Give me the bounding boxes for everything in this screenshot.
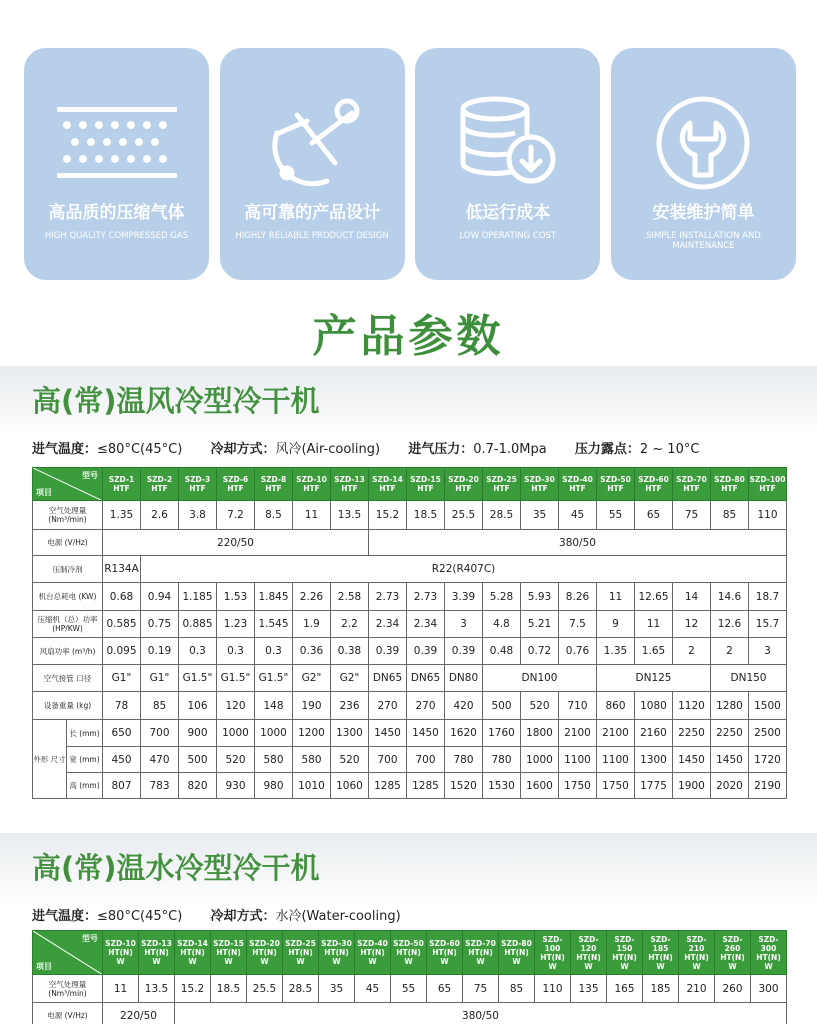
- model-header: SZD-120 HT(N) W: [571, 931, 607, 975]
- table-cell: 18.7: [749, 583, 787, 611]
- table-cell: G1": [103, 665, 141, 692]
- table-cell: 0.095: [103, 638, 141, 665]
- table-cell: 75: [673, 501, 711, 530]
- table-cell: 85: [141, 692, 179, 720]
- table-cell: 520: [521, 692, 559, 720]
- table-cell: 820: [179, 773, 217, 799]
- table-cell: 3.39: [445, 583, 483, 611]
- feature-card-design: [220, 48, 405, 280]
- model-header: SZD-50 HTF: [597, 468, 635, 501]
- table-cell: 807: [103, 773, 141, 799]
- row-label: 机台总耗电 (KW): [33, 583, 103, 611]
- table-cell: 0.585: [103, 611, 141, 638]
- table-cell: 0.38: [331, 638, 369, 665]
- row-label: 空气接管 口径: [33, 665, 103, 692]
- table-cell: 65: [427, 975, 463, 1003]
- table-cell: 18.5: [407, 501, 445, 530]
- row-label: 宽 (mm): [67, 747, 103, 773]
- table-cell: 1300: [331, 720, 369, 747]
- table-cell: 783: [141, 773, 179, 799]
- model-header: SZD-10 HTF: [293, 468, 331, 501]
- table-cell: 1.65: [635, 638, 673, 665]
- table-cell: 700: [369, 747, 407, 773]
- table-cell: 1120: [673, 692, 711, 720]
- table-cell: 0.885: [179, 611, 217, 638]
- table-cell: 0.3: [255, 638, 293, 665]
- model-header: SZD-50 HT(N) W: [391, 931, 427, 975]
- table-cell: 780: [483, 747, 521, 773]
- row-label: 压制冷剂: [33, 556, 103, 583]
- model-header: SZD-15 HT(N) W: [211, 931, 247, 975]
- table-cell: G1.5": [217, 665, 255, 692]
- table-cell: DN65: [407, 665, 445, 692]
- row-label: 空气处理量 (Nm³/min): [33, 975, 103, 1003]
- table-cell: 45: [559, 501, 597, 530]
- table-cell: 3: [445, 611, 483, 638]
- cond-value: ≤80°C(45°C): [97, 909, 183, 924]
- feature-card-quality: [24, 48, 209, 280]
- section-title-air: 高(常)温风冷型冷干机: [32, 384, 320, 418]
- table-cell: 500: [179, 747, 217, 773]
- table-cell: 25.5: [445, 501, 483, 530]
- table-cell: 580: [293, 747, 331, 773]
- section-title-water: 高(常)温水冷型冷干机: [32, 851, 320, 885]
- table-cell: 85: [711, 501, 749, 530]
- table-cell: 78: [103, 692, 141, 720]
- table-cell: 980: [255, 773, 293, 799]
- table-cell: DN150: [711, 665, 787, 692]
- table-cell: 2.26: [293, 583, 331, 611]
- table-cell: 3.8: [179, 501, 217, 530]
- table-cell: 1450: [369, 720, 407, 747]
- table-cell: 930: [217, 773, 255, 799]
- compressed-air-filter-icon: [24, 84, 209, 202]
- feature-title: 高品质的压缩气体: [48, 203, 185, 223]
- model-header: SZD-100 HTF: [749, 468, 787, 501]
- table-cell: 2160: [635, 720, 673, 747]
- table-cell: 220/50: [103, 530, 369, 556]
- table-cell: 65: [635, 501, 673, 530]
- table-cell: 1750: [597, 773, 635, 799]
- row-label: 风扇功率 (m³/h): [33, 638, 103, 665]
- model-header: SZD-13 HTF: [331, 468, 369, 501]
- table-cell: 380/50: [369, 530, 787, 556]
- table-cell: 1530: [483, 773, 521, 799]
- table-cell: 135: [571, 975, 607, 1003]
- model-header: SZD-185 HT(N) W: [643, 931, 679, 975]
- table-cell: G1.5": [255, 665, 293, 692]
- table-cell: G1": [141, 665, 179, 692]
- table-cell: 13.5: [139, 975, 175, 1003]
- cond-label: 进气压力：: [408, 442, 474, 457]
- model-header: SZD-40 HTF: [559, 468, 597, 501]
- table-cell: 450: [103, 747, 141, 773]
- cond-label: 冷却方式：: [210, 909, 276, 924]
- table-cell: 11: [103, 975, 139, 1003]
- model-header: SZD-20 HT(N) W: [247, 931, 283, 975]
- table-cell: 1100: [597, 747, 635, 773]
- model-header: SZD-10 HT(N) W: [103, 931, 139, 975]
- table-cell: 35: [521, 501, 559, 530]
- table-cell: 2.6: [141, 501, 179, 530]
- table-cell: 2020: [711, 773, 749, 799]
- table-cell: DN125: [597, 665, 711, 692]
- table-cell: 4.8: [483, 611, 521, 638]
- table-cell: 2: [673, 638, 711, 665]
- table-cell: 860: [597, 692, 635, 720]
- table-cell: 12.6: [711, 611, 749, 638]
- table-cell: 2190: [749, 773, 787, 799]
- table-cell: 55: [391, 975, 427, 1003]
- table-cell: 1750: [559, 773, 597, 799]
- table-cell: 260: [715, 975, 751, 1003]
- table-cell: 28.5: [283, 975, 319, 1003]
- table-cell: 1.845: [255, 583, 293, 611]
- table-cell: 700: [141, 720, 179, 747]
- table-cell: 1450: [673, 747, 711, 773]
- model-header: SZD-80 HTF: [711, 468, 749, 501]
- table-cell: 2100: [597, 720, 635, 747]
- table-corner: 型号 项目: [33, 931, 103, 975]
- model-header: SZD-8 HTF: [255, 468, 293, 501]
- table-cell: 1280: [711, 692, 749, 720]
- table-cell: 710: [559, 692, 597, 720]
- model-header: SZD-80 HT(N) W: [499, 931, 535, 975]
- row-label: 压缩机（总）功率 (HP/KW): [33, 611, 103, 638]
- table-cell: 0.19: [141, 638, 179, 665]
- model-header: SZD-15 HTF: [407, 468, 445, 501]
- table-cell: 185: [643, 975, 679, 1003]
- table-cell: 45: [355, 975, 391, 1003]
- table-cell: 18.5: [211, 975, 247, 1003]
- table-cell: 236: [331, 692, 369, 720]
- table-cell: 0.48: [483, 638, 521, 665]
- table-cell: 300: [751, 975, 787, 1003]
- table-cell: 2.2: [331, 611, 369, 638]
- table-cell: 380/50: [175, 1003, 787, 1024]
- feature-subtitle: SIMPLE INSTALLATION AND MAINTENANCE: [646, 231, 761, 251]
- table-cell: 1.545: [255, 611, 293, 638]
- table-cell: 1200: [293, 720, 331, 747]
- table-cell: 780: [445, 747, 483, 773]
- table-cell: 0.3: [179, 638, 217, 665]
- table-cell: 15.7: [749, 611, 787, 638]
- cond-label: 进气温度：: [32, 442, 98, 457]
- row-label: 电源 (V/Hz): [33, 1003, 103, 1024]
- model-header: SZD-25 HT(N) W: [283, 931, 319, 975]
- table-cell: 85: [499, 975, 535, 1003]
- table-cell: 1080: [635, 692, 673, 720]
- table-cell: 220/50: [103, 1003, 175, 1024]
- table-cell: 0.36: [293, 638, 331, 665]
- table-cell: 14: [673, 583, 711, 611]
- model-header: SZD-70 HTF: [673, 468, 711, 501]
- table-cell: 12: [673, 611, 711, 638]
- cond-value: 0.7-1.0Mpa: [473, 442, 547, 457]
- table-cell: 1.35: [597, 638, 635, 665]
- table-cell: 1000: [217, 720, 255, 747]
- cond-label: 冷却方式：: [210, 442, 276, 457]
- table-cell: 0.94: [141, 583, 179, 611]
- row-label: 长 (mm): [67, 720, 103, 747]
- air-spec-table: [32, 467, 787, 799]
- cond-value: 2 ~ 10°C: [639, 442, 700, 457]
- table-corner: 型号 项目: [33, 468, 103, 501]
- table-cell: 11: [635, 611, 673, 638]
- cond-label: 进气温度：: [32, 909, 98, 924]
- model-header: SZD-14 HT(N) W: [175, 931, 211, 975]
- table-cell: 2: [711, 638, 749, 665]
- table-cell: 1010: [293, 773, 331, 799]
- wrench-icon: [611, 84, 796, 202]
- table-cell: 110: [749, 501, 787, 530]
- table-cell: 0.39: [445, 638, 483, 665]
- table-cell: 1620: [445, 720, 483, 747]
- row-label: 外形 尺寸: [33, 720, 67, 799]
- model-header: SZD-60 HT(N) W: [427, 931, 463, 975]
- table-cell: 1000: [521, 747, 559, 773]
- model-header: SZD-1 HTF: [103, 468, 141, 501]
- design-tools-icon: [220, 84, 405, 202]
- model-header: SZD-150 HT(N) W: [607, 931, 643, 975]
- model-header: SZD-14 HTF: [369, 468, 407, 501]
- feature-title: 低运行成本: [465, 203, 551, 223]
- row-label: 空气处理量 (Nm³/min): [33, 501, 103, 530]
- table-cell: 190: [293, 692, 331, 720]
- table-cell: 520: [331, 747, 369, 773]
- table-cell: 1.35: [103, 501, 141, 530]
- table-cell: 1720: [749, 747, 787, 773]
- feature-title: 安装维护简单: [652, 203, 755, 223]
- row-label: 电源 (V/Hz): [33, 530, 103, 556]
- table-cell: 1100: [559, 747, 597, 773]
- model-header: SZD-30 HT(N) W: [319, 931, 355, 975]
- table-cell: 2250: [711, 720, 749, 747]
- table-cell: 2.34: [369, 611, 407, 638]
- table-cell: DN80: [445, 665, 483, 692]
- model-header: SZD-100 HT(N) W: [535, 931, 571, 975]
- feature-subtitle: LOW OPERATING COST: [459, 231, 557, 241]
- table-cell: 13.5: [331, 501, 369, 530]
- coins-down-icon: [415, 84, 600, 202]
- table-cell: 1300: [635, 747, 673, 773]
- table-cell: 11: [597, 583, 635, 611]
- table-cell: 1.185: [179, 583, 217, 611]
- table-cell: 0.76: [559, 638, 597, 665]
- table-cell: 28.5: [483, 501, 521, 530]
- table-cell: 470: [141, 747, 179, 773]
- table-cell: 1800: [521, 720, 559, 747]
- model-header: SZD-210 HT(N) W: [679, 931, 715, 975]
- table-cell: DN100: [483, 665, 597, 692]
- table-cell: 0.39: [407, 638, 445, 665]
- feature-cards: [24, 48, 796, 280]
- table-cell: 1520: [445, 773, 483, 799]
- table-cell: G2": [331, 665, 369, 692]
- table-cell: 1900: [673, 773, 711, 799]
- table-cell: 520: [217, 747, 255, 773]
- cond-value: 风冷(Air-cooling): [275, 442, 381, 457]
- model-header: SZD-70 HT(N) W: [463, 931, 499, 975]
- row-label: 高 (mm): [67, 773, 103, 799]
- table-cell: 1450: [711, 747, 749, 773]
- model-header: SZD-13 HT(N) W: [139, 931, 175, 975]
- table-cell: 55: [597, 501, 635, 530]
- cond-value: 水冷(Water-cooling): [275, 909, 401, 924]
- table-cell: 5.21: [521, 611, 559, 638]
- table-cell: 1060: [331, 773, 369, 799]
- air-conditions: [32, 438, 699, 457]
- table-cell: 1500: [749, 692, 787, 720]
- table-cell: 120: [217, 692, 255, 720]
- table-cell: 15.2: [369, 501, 407, 530]
- table-cell: 2.73: [369, 583, 407, 611]
- table-cell: 0.3: [217, 638, 255, 665]
- water-conditions: [32, 905, 401, 924]
- table-cell: 0.75: [141, 611, 179, 638]
- table-cell: 1775: [635, 773, 673, 799]
- table-cell: 210: [679, 975, 715, 1003]
- table-cell: 1760: [483, 720, 521, 747]
- table-cell: 1600: [521, 773, 559, 799]
- table-cell: 0.39: [369, 638, 407, 665]
- model-header: SZD-30 HTF: [521, 468, 559, 501]
- table-cell: G1.5": [179, 665, 217, 692]
- table-cell: 5.28: [483, 583, 521, 611]
- table-cell: 1.53: [217, 583, 255, 611]
- table-cell: 270: [407, 692, 445, 720]
- table-cell: 580: [255, 747, 293, 773]
- model-header: SZD-300 HT(N) W: [751, 931, 787, 975]
- table-cell: 25.5: [247, 975, 283, 1003]
- model-header: SZD-25 HTF: [483, 468, 521, 501]
- table-cell: 35: [319, 975, 355, 1003]
- model-header: SZD-6 HTF: [217, 468, 255, 501]
- table-cell: 165: [607, 975, 643, 1003]
- table-cell: 15.2: [175, 975, 211, 1003]
- water-spec-table: [32, 930, 787, 1024]
- table-cell: 1450: [407, 720, 445, 747]
- model-header: SZD-20 HTF: [445, 468, 483, 501]
- table-cell: 2.34: [407, 611, 445, 638]
- model-header: SZD-2 HTF: [141, 468, 179, 501]
- table-cell: 8.5: [255, 501, 293, 530]
- table-cell: 0.72: [521, 638, 559, 665]
- page-title: 产品参数: [312, 311, 505, 362]
- table-cell: 1285: [369, 773, 407, 799]
- table-cell: 1.9: [293, 611, 331, 638]
- row-label: 设备重量 (kg): [33, 692, 103, 720]
- table-cell: 420: [445, 692, 483, 720]
- table-cell: 9: [597, 611, 635, 638]
- feature-title: 高可靠的产品设计: [244, 203, 381, 223]
- feature-card-maintenance: [611, 48, 796, 280]
- table-cell: 148: [255, 692, 293, 720]
- table-cell: R22(R407C): [141, 556, 787, 583]
- table-cell: 12.65: [635, 583, 673, 611]
- table-cell: 1.23: [217, 611, 255, 638]
- feature-subtitle: HIGH QUALITY COMPRESSED GAS: [44, 231, 189, 241]
- table-cell: 700: [407, 747, 445, 773]
- table-cell: 3: [749, 638, 787, 665]
- table-cell: 650: [103, 720, 141, 747]
- model-header: SZD-40 HT(N) W: [355, 931, 391, 975]
- table-cell: 110: [535, 975, 571, 1003]
- table-cell: 7.5: [559, 611, 597, 638]
- table-cell: 2250: [673, 720, 711, 747]
- table-cell: 11: [293, 501, 331, 530]
- table-cell: 900: [179, 720, 217, 747]
- table-cell: R134A: [103, 556, 141, 583]
- table-cell: 2500: [749, 720, 787, 747]
- model-header: SZD-260 HT(N) W: [715, 931, 751, 975]
- table-cell: 14.6: [711, 583, 749, 611]
- model-header: SZD-60 HTF: [635, 468, 673, 501]
- table-cell: 1000: [255, 720, 293, 747]
- table-cell: 0.68: [103, 583, 141, 611]
- cond-value: ≤80°C(45°C): [97, 442, 183, 457]
- table-cell: 500: [483, 692, 521, 720]
- model-header: SZD-3 HTF: [179, 468, 217, 501]
- table-cell: 2.73: [407, 583, 445, 611]
- cond-label: 压力露点：: [574, 442, 640, 457]
- table-cell: 270: [369, 692, 407, 720]
- table-cell: 5.93: [521, 583, 559, 611]
- table-cell: DN65: [369, 665, 407, 692]
- feature-card-cost: [415, 48, 600, 280]
- feature-subtitle: HIGHLY RELIABLE PRODUCT DESIGN: [235, 231, 389, 241]
- table-cell: 8.26: [559, 583, 597, 611]
- table-cell: 7.2: [217, 501, 255, 530]
- table-cell: 1285: [407, 773, 445, 799]
- table-cell: 106: [179, 692, 217, 720]
- table-cell: 2.58: [331, 583, 369, 611]
- table-cell: G2": [293, 665, 331, 692]
- table-cell: 2100: [559, 720, 597, 747]
- table-cell: 75: [463, 975, 499, 1003]
